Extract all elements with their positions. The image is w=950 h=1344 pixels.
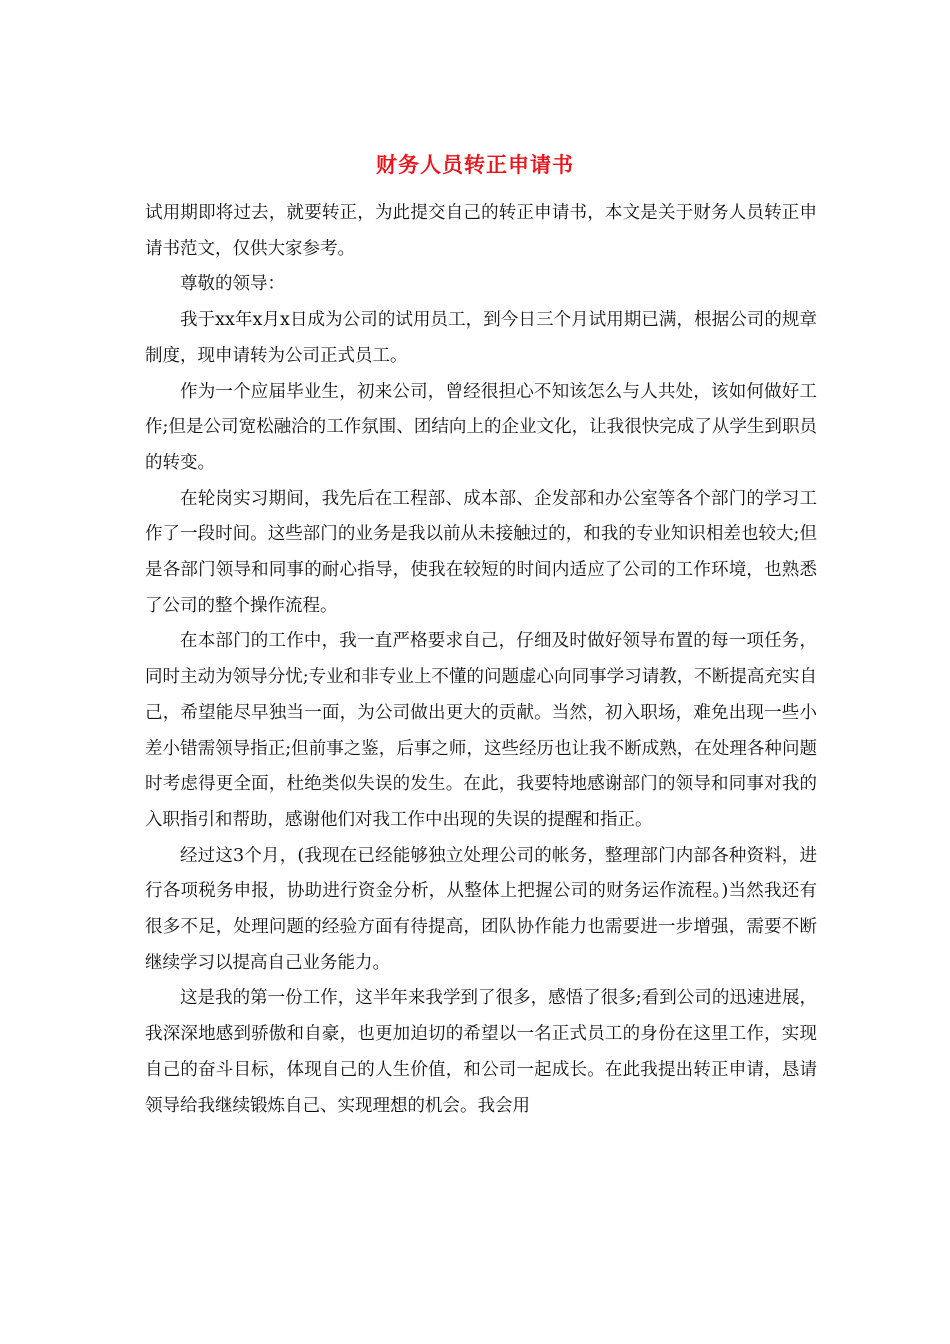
body-paragraph: 这是我的第一份工作，这半年来我学到了很多，感悟了很多;看到公司的迅速进展，我深深地感到骄傲和自豪，也更加迫切的希望以一名正式员工的身份在这里工作，实现自己的奋斗目标，体现自己的人生价值，和公司一起成长。在此我提出转正申请，恳请领导给我继续锻炼自己、实现理想的机会。我会用 [145, 988, 817, 1116]
body-paragraph: 我于xx年x月x日成为公司的试用员工，到今日三个月试用期已满，根据公司的规章制度，现申请转为公司正式员工。 [145, 310, 817, 366]
document-body [145, 196, 817, 1124]
body-paragraph: 在本部门的工作中，我一直严格要求自己，仔细及时做好领导布置的每一项任务，同时主动为领导分忧;专业和非专业上不懂的问题虚心向同事学习请教，不断提高充实自己，希望能尽早独当一面，为公司做出更大的贡献。当然，初入职场，难免出现一些小差小错需领导指正;但前事之鉴，后事之师，这些经历也让我不断成熟，在处理各种问题时考虑得更全面，杜绝类似失误的发生。在此，我要特地感谢部门的领导和同事对我的入职指引和帮助，感谢他们对我工作中出现的失误的提醒和指正。 [145, 631, 817, 830]
salutation: 尊敬的领导： [180, 274, 285, 295]
body-paragraph: 作为一个应届毕业生，初来公司，曾经很担心不知该怎么与人共处，该如何做好工作;但是公司宽松融洽的工作氛围、团结向上的企业文化，让我很快完成了从学生到职员的转变。 [145, 381, 817, 473]
document-title: 财务人员转正申请书 [376, 152, 574, 177]
intro-paragraph: 试用期即将过去，就要转正，为此提交自己的转正申请书，本文是关于财务人员转正申请书范文，仅供大家参考。 [145, 203, 817, 259]
body-paragraph: 在轮岗实习期间，我先后在工程部、成本部、企发部和办公室等各个部门的学习工作了一段时间。这些部门的业务是我以前从未接触过的，和我的专业知识相差也较大;但是各部门领导和同事的耐心指导，使我在较短的时间内适应了公司的工作环境，也熟悉了公司的整个操作流程。 [145, 488, 817, 616]
body-paragraph: 经过这3个月，(我现在已经能够独立处理公司的帐务，整理部门内部各种资料，进行各项税务申报，协助进行资金分析，从整体上把握公司的财务运作流程。)当然我还有很多不足，处理问题的经验方面有待提高，团队协作能力也需要进一步增强，需要不断继续学习以提高自己业务能力。 [145, 845, 817, 973]
